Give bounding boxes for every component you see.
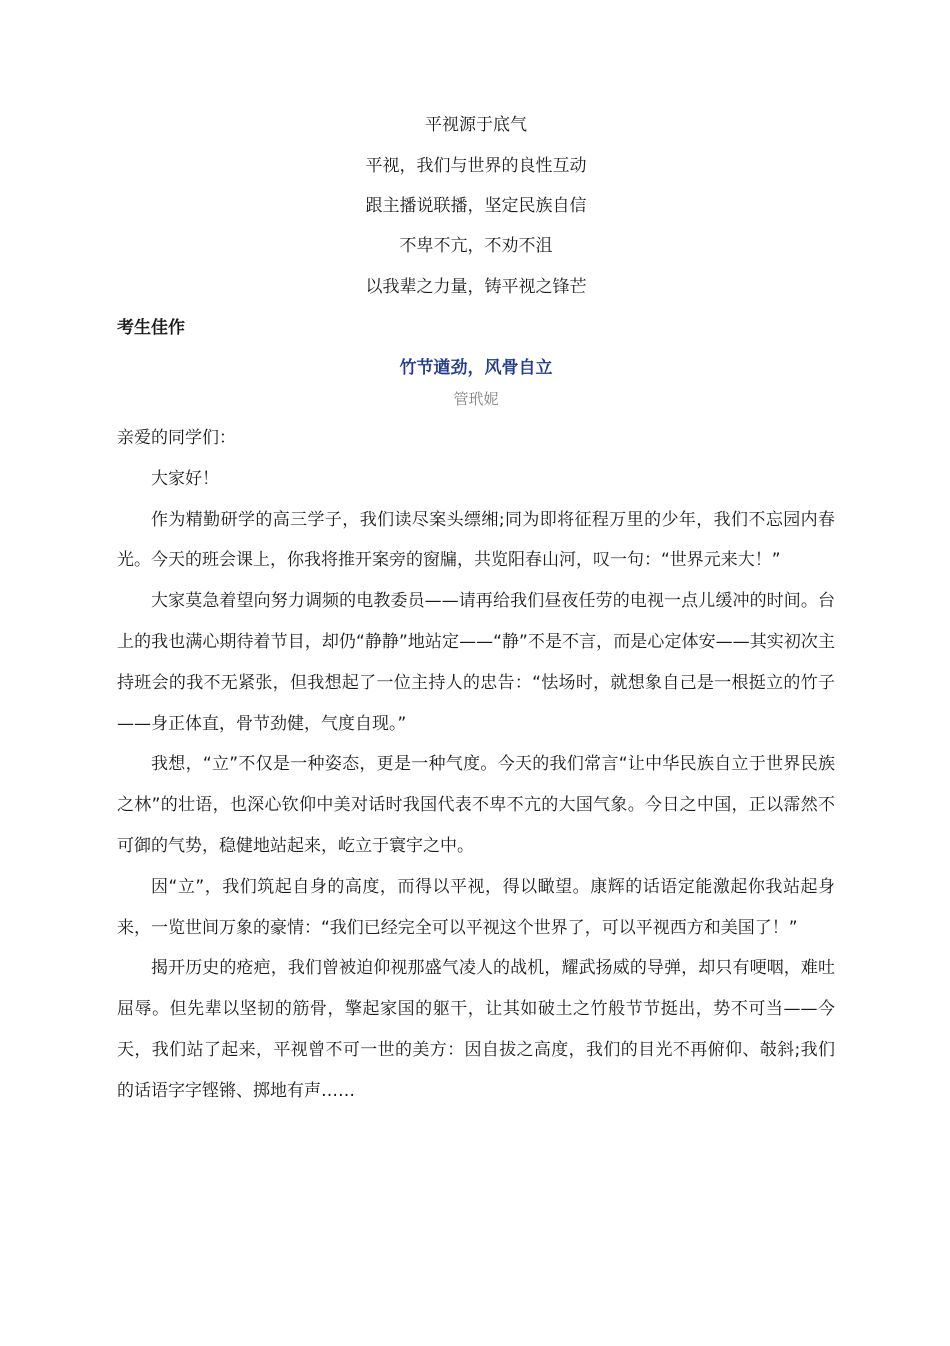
paragraph: 大家好！ (151, 468, 219, 489)
intro-line-2: 平视，我们与世界的良性互动 (365, 156, 587, 176)
paragraph: 揭开历史的疮疤，我们曾被迫仰视那盛气凌人的战机，耀武扬威的导弹，却只有哽咽，难吐屈辱。但先辈以坚韧的筋骨，擎起家国的躯干，让其如破土之竹般节节挺出，势不可当——今天，我们站了起来，平视曾不可一世的美方：因自拔之高度，我们的目光不再俯仰、攲斜;我们的话语字字铿锵、掷地有声…… (117, 958, 835, 1101)
intro-line-1: 平视源于底气 (425, 115, 527, 135)
essay-author: 管玳妮 (453, 390, 499, 408)
paragraph: 因“立”，我们筑起自身的高度，而得以平视，得以瞰望。康辉的话语定能激起你我站起身来，一览世间万象的豪情：“我们已经完全可以平视这个世界了，可以平视西方和美国了！” (117, 876, 835, 938)
intro-line-3: 跟主播说联播，坚定民族自信 (365, 196, 587, 216)
essay-body (117, 418, 835, 1112)
section-heading: 考生佳作 (117, 318, 185, 338)
essay-title: 竹节遒劲，风骨自立 (399, 358, 553, 378)
paragraph: 作为精勤研学的高三学子，我们读尽案头缥缃;同为即将征程万里的少年，我们不忘园内春光。今天的班会课上，你我将推开案旁的窗牖，共览阳春山河，叹一句：“世界元来大！” (117, 509, 835, 571)
intro-line-4: 不卑不亢，不劝不沮 (399, 236, 553, 256)
salutation: 亲爱的同学们： (117, 428, 236, 448)
paragraph: 我想，“立”不仅是一种姿态，更是一种气度。今天的我们常言“让中华民族自立于世界民族之林”的壮语，也深心钦仰中美对话时我国代表不卑不亢的大国气象。今日之中国，正以霈然不可御的气势，稳健地站起来，屹立于寰宇之中。 (117, 754, 835, 856)
paragraph: 大家莫急着望向努力调频的电教委员——请再给我们昼夜任劳的电视一点儿缓冲的时间。台上的我也满心期待着节目，却仍“静静”地站定——“静”不是不言，而是心定体安——其实初次主持班会的我不无紧张，但我想起了一位主持人的忠告：“怯场时，就想象自己是一根挺立的竹子——身正体直，骨节劲健，气度自现。” (117, 591, 835, 734)
intro-line-5: 以我辈之力量，铸平视之锋芒 (365, 277, 587, 297)
